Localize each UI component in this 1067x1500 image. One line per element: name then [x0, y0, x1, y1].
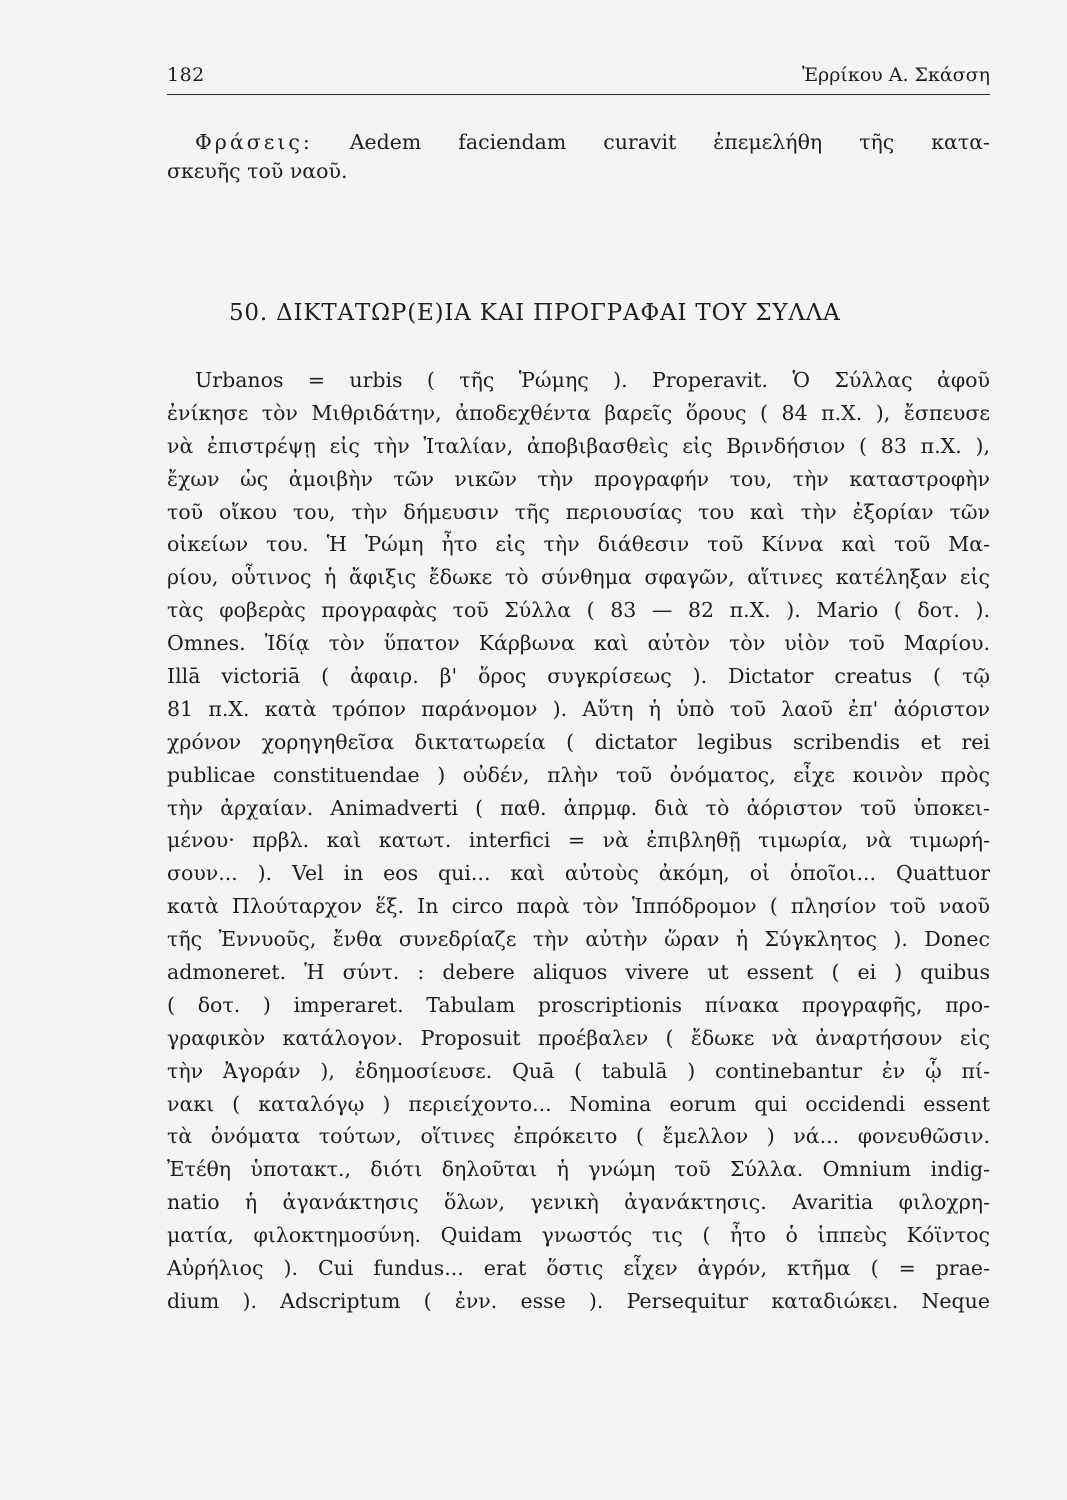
running-header [167, 64, 990, 90]
text-line: νακι ( καταλόγῳ ) περιείχοντο... Nomina eorum qui occidendi essent [167, 1091, 990, 1116]
text-line: τὴν ἀρχαίαν. Animadverti ( παθ. ἀπρμφ. διὰ τὸ ἀόριστον τοῦ ὑποκει- [167, 795, 990, 820]
text-line: 81 π.Χ. κατὰ τρόπον παράνομον ). Αὕτη ἡ ὑπὸ τοῦ λαοῦ ἐπ' ἀόριστον [167, 696, 990, 721]
text-line: Omnes. Ἰδίᾳ τὸν ὕπατον Κάρβωνα καὶ αὐτὸν τὸν υἱὸν τοῦ Μαρίου. [167, 631, 990, 656]
text-line: natio ἡ ἀγανάκτησις ὅλων, γενικὴ ἀγανάκτησις. Avaritia φιλοχρη- [167, 1190, 990, 1215]
text-line: τῆς Ἐννυοῦς, ἔνθα συνεδρίαζε τὴν αὐτὴν ὥραν ἡ Σύγκλητος ). Donec [167, 927, 990, 952]
header-rule [167, 94, 990, 95]
running-head-author: Ἐρρίκου Α. Σκάσση [801, 64, 990, 86]
text-line: Ἐτέθη ὑποτακτ., διότι δηλοῦται ἡ γνώμη τοῦ Σύλλα. Omnium indig- [167, 1157, 990, 1182]
phrases-line-1 [167, 128, 990, 157]
text-line: admoneret. Ἡ σύντ. : debere aliquos vivere ut essent ( ei ) quibus [167, 960, 990, 985]
text-line: γραφικὸν κατάλογον. Proposuit προέβαλεν ( ἔδωκε νὰ ἀναρτήσουν εἰς [167, 1025, 990, 1050]
text-line: χρόνον χορηγηθεῖσα δικτατωρεία ( dictator legibus scribendis et rei [167, 729, 990, 754]
body-paragraph [167, 364, 990, 1318]
text-line: ἐνίκησε τὸν Μιθριδάτην, ἀποδεχθέντα βαρεῖς ὅρους ( 84 π.Χ. ), ἔσπευσε [167, 400, 990, 425]
text-line: τὰς φοβερὰς προγραφὰς τοῦ Σύλλα ( 83 — 82 π.Χ. ). Mario ( δοτ. ). [167, 598, 990, 623]
phrases-paragraph [167, 128, 990, 186]
phrases-line-2: σκευῆς τοῦ ναοῦ. [167, 159, 348, 183]
text-line: τὴν Ἀγοράν ), ἐδημοσίευσε. Quā ( tabulā ) continebantur ἐν ᾧ πί- [167, 1058, 990, 1083]
phrases-line-1-text: Aedem faciendam curavit ἐπεμελήθη τῆς κατα- [349, 130, 990, 154]
text-line: σουν... ). Vel in eos qui... καὶ αὐτοὺς ἀκόμη, οἱ ὁποῖοι... Quattuor [167, 861, 990, 886]
text-line: κατὰ Πλούταρχον ἕξ. In circo παρὰ τὸν Ἱππόδρομον ( πλησίον τοῦ ναοῦ [167, 894, 990, 919]
text-line: publicae constituendae ) οὐδέν, πλὴν τοῦ ὀνόματος, εἶχε κοινὸν πρὸς [167, 762, 990, 787]
phrases-label: Φράσεις: [195, 130, 313, 154]
text-line: ματία, φιλοκτημοσύνη. Quidam γνωστός τις ( ἦτο ὁ ἱππεὺς Κόϊντος [167, 1223, 990, 1248]
text-line: τοῦ οἴκου του, τὴν δήμευσιν τῆς περιουσίας του καὶ τὴν ἐξορίαν τῶν [167, 499, 990, 524]
section-title: 50. ΔΙΚΤΑΤΩΡ(Ε)ΙΑ ΚΑΙ ΠΡΟΓΡΑΦΑΙ ΤΟΥ ΣΥΛΛΑ [229, 300, 841, 326]
text-line: ρίου, οὗτινος ἡ ἄφιξις ἔδωκε τὸ σύνθημα σφαγῶν, αἵτινες κατέληξαν εἰς [167, 565, 990, 590]
text-line: μένου· πρβλ. καὶ κατωτ. interfici = νὰ ἐπιβληθῇ τιμωρία, νὰ τιμωρή- [167, 828, 990, 853]
text-line: Αὐρήλιος ). Cui fundus... erat ὅστις εἶχεν ἀγρόν, κτῆμα ( = prae- [167, 1256, 990, 1281]
text-line: dium ). Adscriptum ( ἐνν. esse ). Persequitur καταδιώκει. Neque [167, 1288, 990, 1313]
text-line: ἔχων ὡς ἀμοιβὴν τῶν νικῶν τὴν προγραφήν του, τὴν καταστροφὴν [167, 466, 990, 491]
page-number: 182 [167, 64, 205, 86]
text-line: Urbanos = urbis ( τῆς Ῥώμης ). Properavit. Ὁ Σύλλας ἀφοῦ [195, 368, 990, 392]
text-line: οἰκείων του. Ἡ Ῥώμη ἦτο εἰς τὴν διάθεσιν τοῦ Κίννα καὶ τοῦ Μα- [167, 532, 990, 557]
text-line: τὰ ὀνόματα τούτων, οἵτινες ἐπρόκειτο ( ἔμελλον ) νά... φονευθῶσιν. [167, 1124, 990, 1149]
text-line: Illā victoriā ( ἀφαιρ. β' ὅρος συγκρίσεως ). Dictator creatus ( τῷ [167, 664, 990, 689]
text-line: ( δοτ. ) imperaret. Tabulam proscriptionis πίνακα προγραφῆς, προ- [167, 992, 990, 1017]
text-line: νὰ ἐπιστρέψῃ εἰς τὴν Ἰταλίαν, ἀποβιβασθεὶς εἰς Βρινδήσιον ( 83 π.Χ. ), [167, 433, 990, 458]
